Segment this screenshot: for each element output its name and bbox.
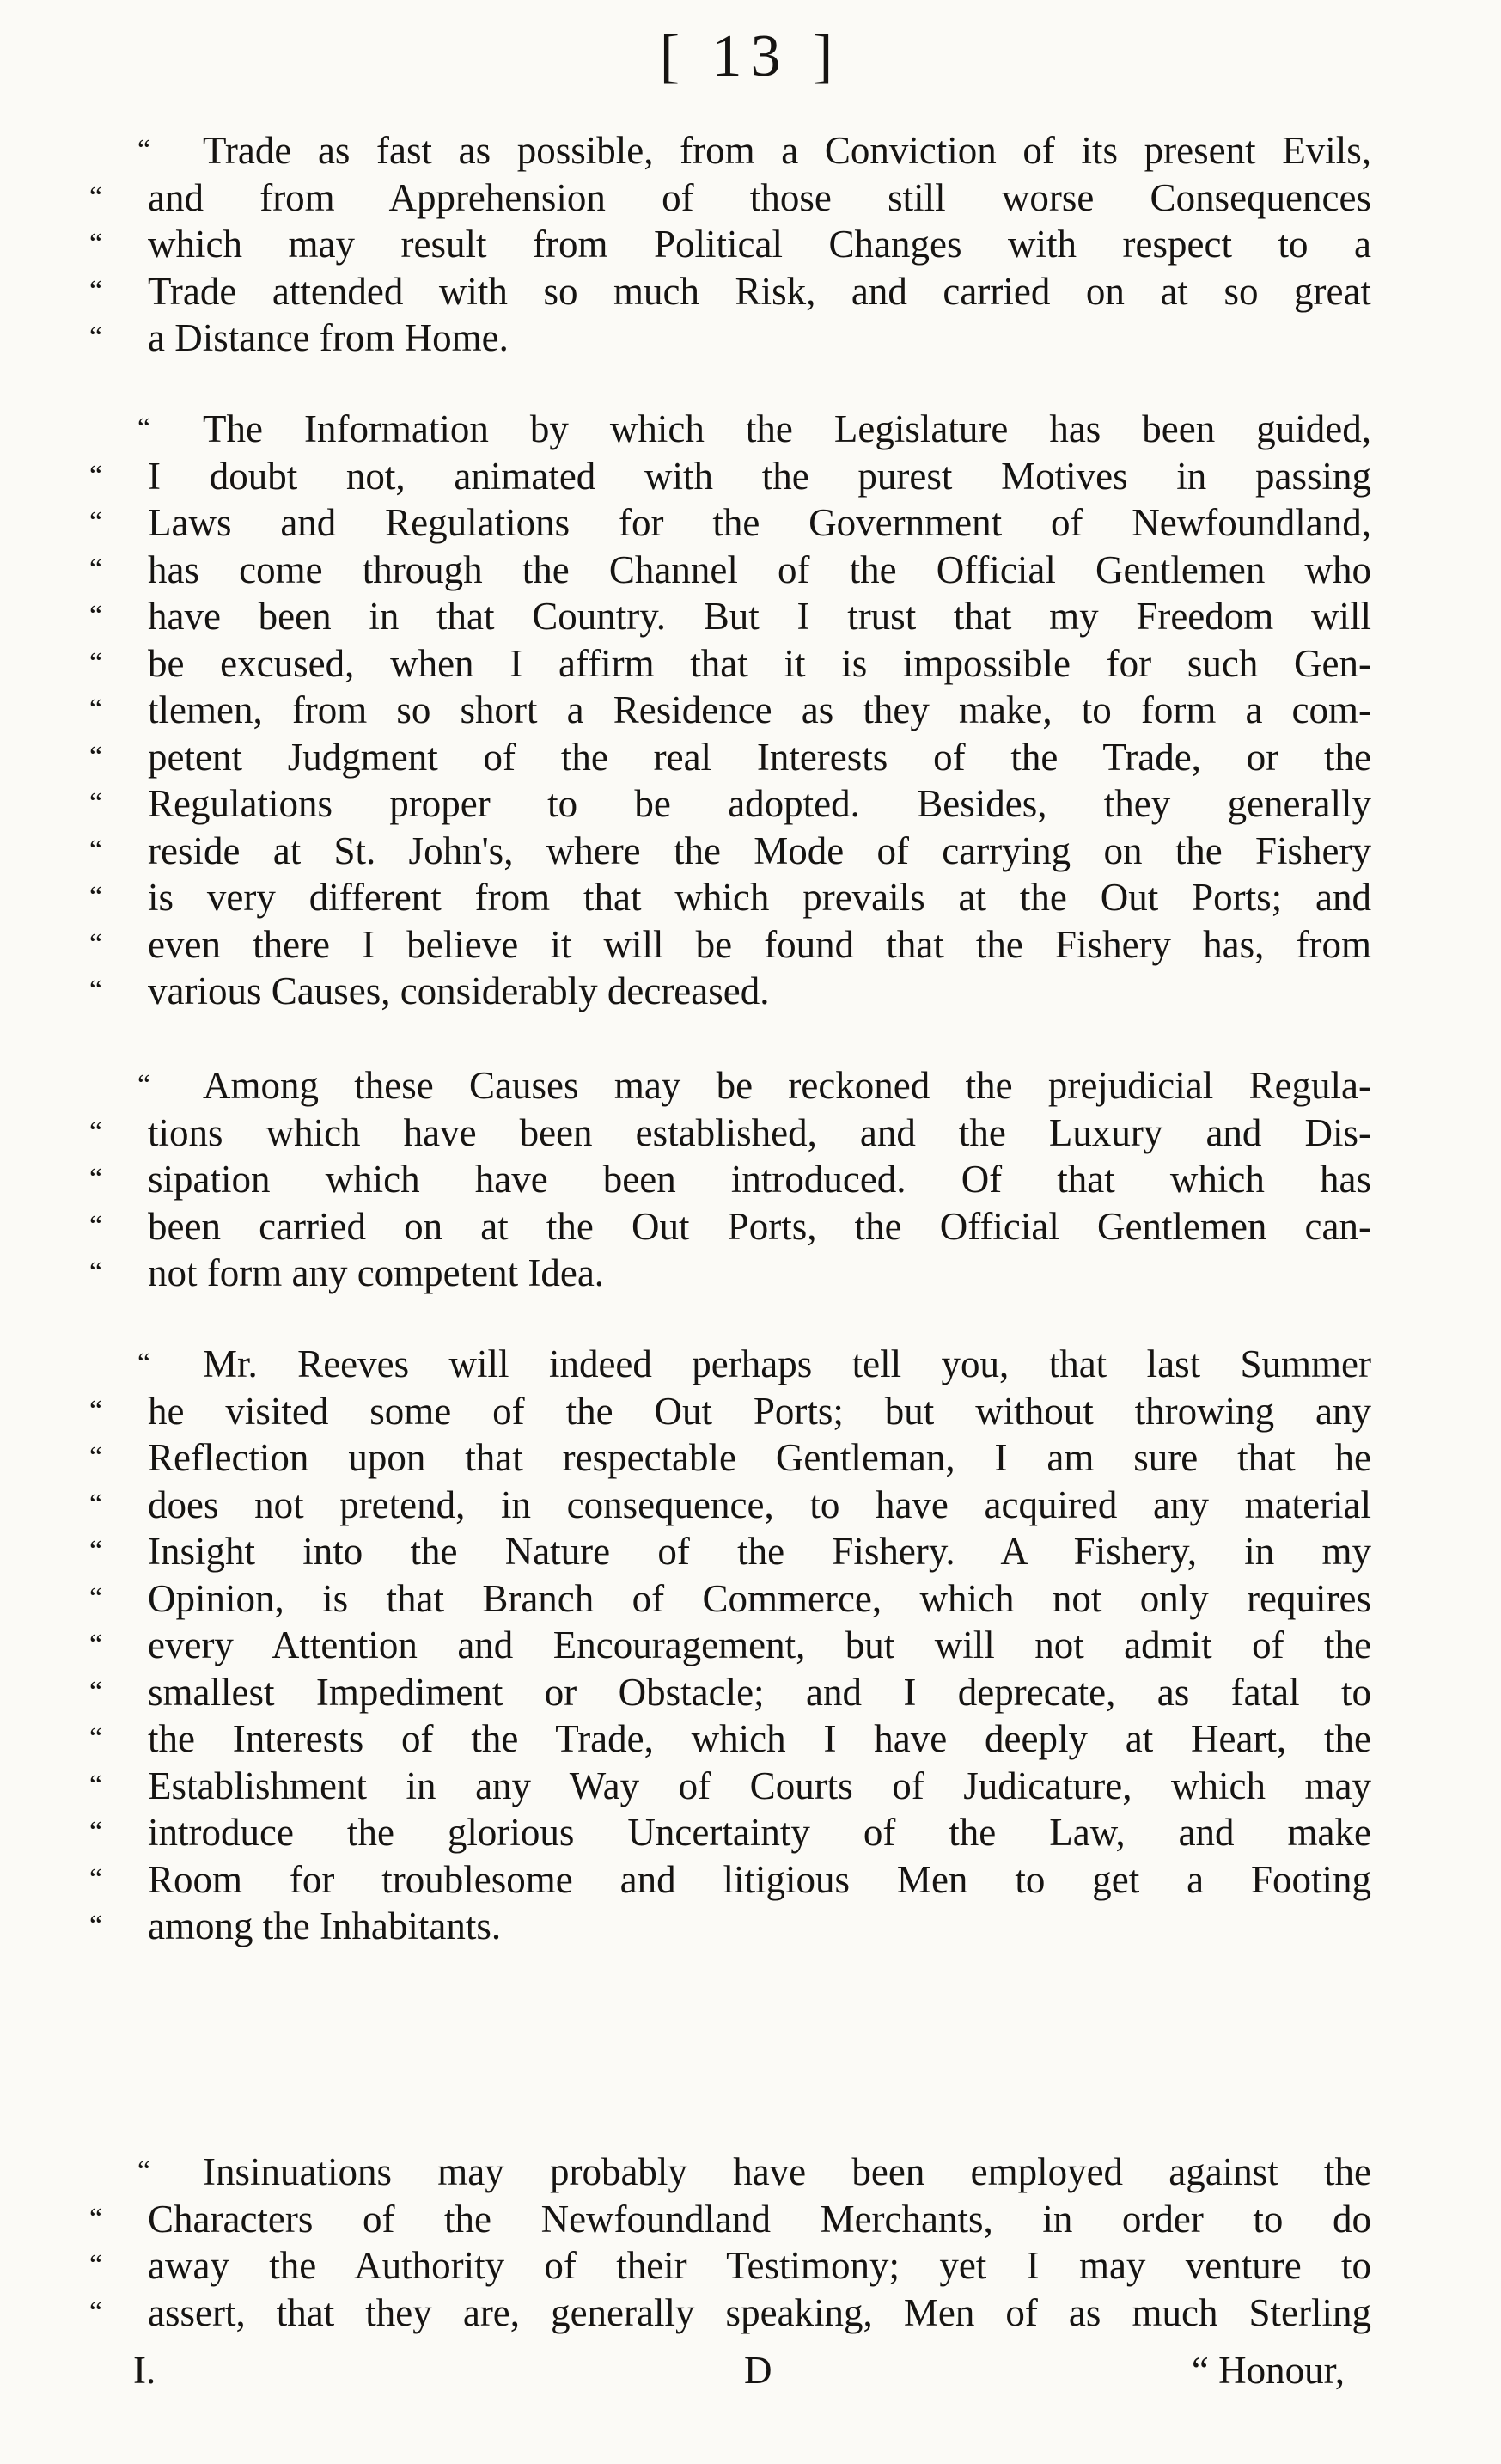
quote-mark: “ [89, 321, 103, 353]
line-text: Trade attended with so much Risk, and carried on at so great [148, 269, 1371, 313]
text-line [82, 1903, 1371, 1950]
quote-mark: “ [137, 1348, 151, 1379]
text-line [82, 2196, 1371, 2243]
line-text: sipation which have been introduced. Of that which has [148, 1158, 1371, 1201]
text-line [82, 1715, 1371, 1763]
text-line [82, 268, 1371, 315]
text-line [82, 921, 1371, 969]
quote-mark: “ [89, 1722, 103, 1754]
line-text: Trade as fast as possible, from a Conviction of its present Evils, [203, 129, 1371, 172]
quote-mark: “ [89, 1535, 103, 1567]
quote-mark: “ [137, 2155, 151, 2187]
line-text: Establishment in any Way of Courts of Judicature, which may [148, 1764, 1371, 1807]
line-text: been carried on at the Out Ports, the Official Gentlemen can- [148, 1204, 1371, 1248]
quote-mark: “ [89, 1163, 103, 1195]
line-text: The Information by which the Legislature has been guided, [203, 407, 1371, 450]
catchword: “ Honour, [1191, 2349, 1345, 2392]
line-text: even there I believe it will be found that the Fishery has, from [148, 922, 1371, 966]
quote-mark: “ [89, 1675, 103, 1708]
line-text: have been in that Country. But I trust that my Freedom will [148, 595, 1371, 638]
line-text: introduce the glorious Uncertainty of the Law, and make [148, 1811, 1371, 1854]
signature-letter: D [744, 2349, 772, 2392]
text-line [82, 1434, 1371, 1482]
quote-mark: “ [89, 1910, 103, 1941]
text-line [82, 221, 1371, 268]
text-line [82, 547, 1371, 594]
text-line [82, 1482, 1371, 1529]
text-line [82, 2242, 1371, 2290]
text-line [82, 640, 1371, 688]
text-line [82, 828, 1371, 875]
line-text: Insight into the Nature of the Fishery. A Fishery, in my [148, 1530, 1371, 1573]
line-text: petent Judgment of the real Interests of the Trade, or the [148, 735, 1371, 779]
line-text: not form any competent Idea. [148, 1251, 605, 1294]
line-text: does not pretend, in consequence, to have acquired any material [148, 1483, 1371, 1526]
line-text: Among these Causes may be reckoned the prejudicial Regula- [203, 1064, 1371, 1107]
text-line [82, 734, 1371, 781]
text-line [82, 406, 1371, 453]
text-line [82, 453, 1371, 500]
quote-mark: “ [89, 228, 103, 260]
line-text: Regulations proper to be adopted. Besides, they generally [148, 782, 1371, 825]
text-line [82, 780, 1371, 828]
line-text: which may result from Political Changes with respect to a [148, 223, 1371, 266]
quote-mark: “ [89, 1394, 103, 1427]
line-text: assert, that they are, generally speaking, Men of as much Sterling [148, 2290, 1371, 2334]
quote-mark: “ [89, 274, 103, 307]
paragraph-4 [82, 1341, 1371, 1950]
text-line [82, 1110, 1371, 1157]
quote-mark: “ [89, 975, 103, 1006]
quote-mark: “ [89, 1488, 103, 1520]
line-text: be excused, when I affirm that it is impossible for such Gen- [148, 641, 1371, 685]
quote-mark: “ [89, 1209, 103, 1242]
quote-mark: “ [89, 694, 103, 725]
text-line [82, 127, 1371, 174]
text-line [82, 1341, 1371, 1388]
text-line [82, 1388, 1371, 1435]
quote-mark: “ [89, 2296, 103, 2328]
line-text: Opinion, is that Branch of Commerce, which not only requires [148, 1576, 1371, 1620]
text-line [82, 2149, 1371, 2196]
text-line [82, 1669, 1371, 1716]
line-text: has come through the Channel of the Official Gentlemen who [148, 547, 1371, 591]
text-line [82, 687, 1371, 734]
line-text: a Distance from Home. [148, 316, 509, 359]
line-text: is very different from that which prevails at the Out Ports; and [148, 876, 1371, 919]
text-line [82, 1528, 1371, 1575]
text-line [82, 1622, 1371, 1669]
paragraph-5 [82, 2149, 1371, 2336]
line-text: he visited some of the Out Ports; but without throwing any [148, 1389, 1371, 1433]
paragraph-3 [82, 1062, 1371, 1297]
quote-mark: “ [89, 787, 103, 819]
paragraph-1 [82, 127, 1371, 362]
line-text: among the Inhabitants. [148, 1905, 502, 1947]
text-line [82, 593, 1371, 640]
signature-mark: I. [133, 2349, 156, 2392]
line-text: every Attention and Encouragement, but will not admit of the [148, 1623, 1371, 1666]
line-text: the Interests of the Trade, which I have deeply at Heart, the [148, 1717, 1371, 1760]
line-text: Characters of the Newfoundland Merchants, in order to do [148, 2197, 1371, 2241]
text-line [82, 174, 1371, 222]
quote-mark: “ [89, 553, 103, 585]
text-line [82, 1203, 1371, 1250]
quote-mark: “ [89, 927, 103, 960]
line-text: away the Authority of their Testimony; yet I may venture to [148, 2244, 1371, 2287]
line-text: I doubt not, animated with the purest Motives in passing [148, 454, 1371, 498]
quote-mark: “ [89, 1441, 103, 1473]
quote-mark: “ [89, 1769, 103, 1801]
text-line [82, 499, 1371, 547]
quote-mark: “ [89, 459, 103, 492]
text-line [82, 968, 1371, 1015]
quote-mark: “ [89, 180, 103, 213]
text-line [82, 2290, 1371, 2337]
line-text: Mr. Reeves will indeed perhaps tell you, that last Summer [203, 1342, 1371, 1385]
text-line [82, 874, 1371, 921]
quote-mark: “ [89, 1256, 103, 1288]
quote-mark: “ [89, 506, 103, 538]
quote-mark: “ [89, 740, 103, 773]
text-line [82, 1575, 1371, 1623]
text-line [82, 1156, 1371, 1203]
line-text: various Causes, considerably decreased. [148, 969, 770, 1012]
quote-mark: “ [89, 834, 103, 866]
line-text: Reflection upon that respectable Gentleman, I am sure that he [148, 1436, 1371, 1479]
text-line [82, 315, 1371, 362]
line-text: tions which have been established, and the Luxury and Dis- [148, 1110, 1371, 1154]
text-line [82, 1763, 1371, 1810]
text-line [82, 1856, 1371, 1904]
line-text: Laws and Regulations for the Government of Newfoundland, [148, 501, 1371, 544]
quote-mark: “ [89, 1581, 103, 1614]
paragraph-2 [82, 406, 1371, 1015]
line-text: Insinuations may probably have been employed against the [203, 2150, 1371, 2193]
quote-mark: “ [89, 2249, 103, 2281]
quote-mark: “ [89, 1629, 103, 1660]
quote-mark: “ [137, 134, 151, 166]
page-number: [ 13 ] [659, 23, 842, 89]
text-line [82, 1809, 1371, 1856]
quote-mark: “ [89, 600, 103, 632]
text-line [82, 1250, 1371, 1297]
quote-mark: “ [89, 646, 103, 679]
line-text: reside at St. John's, where the Mode of carrying on the Fishery [148, 828, 1371, 872]
quote-mark: “ [89, 881, 103, 913]
line-text: tlemen, from so short a Residence as they make, to form a com- [148, 688, 1371, 731]
quote-mark: “ [137, 1069, 151, 1101]
quote-mark: “ [89, 1862, 103, 1895]
quote-mark: “ [137, 413, 151, 444]
page-footer [0, 2345, 1501, 2396]
line-text: and from Apprehension of those still worse Consequences [148, 175, 1371, 219]
quote-mark: “ [89, 1116, 103, 1148]
text-line [82, 1062, 1371, 1110]
quote-mark: “ [89, 1816, 103, 1848]
line-text: Room for troublesome and litigious Men to get a Footing [148, 1857, 1371, 1901]
quote-mark: “ [89, 2202, 103, 2235]
line-text: smallest Impediment or Obstacle; and I deprecate, as fatal to [148, 1670, 1371, 1714]
